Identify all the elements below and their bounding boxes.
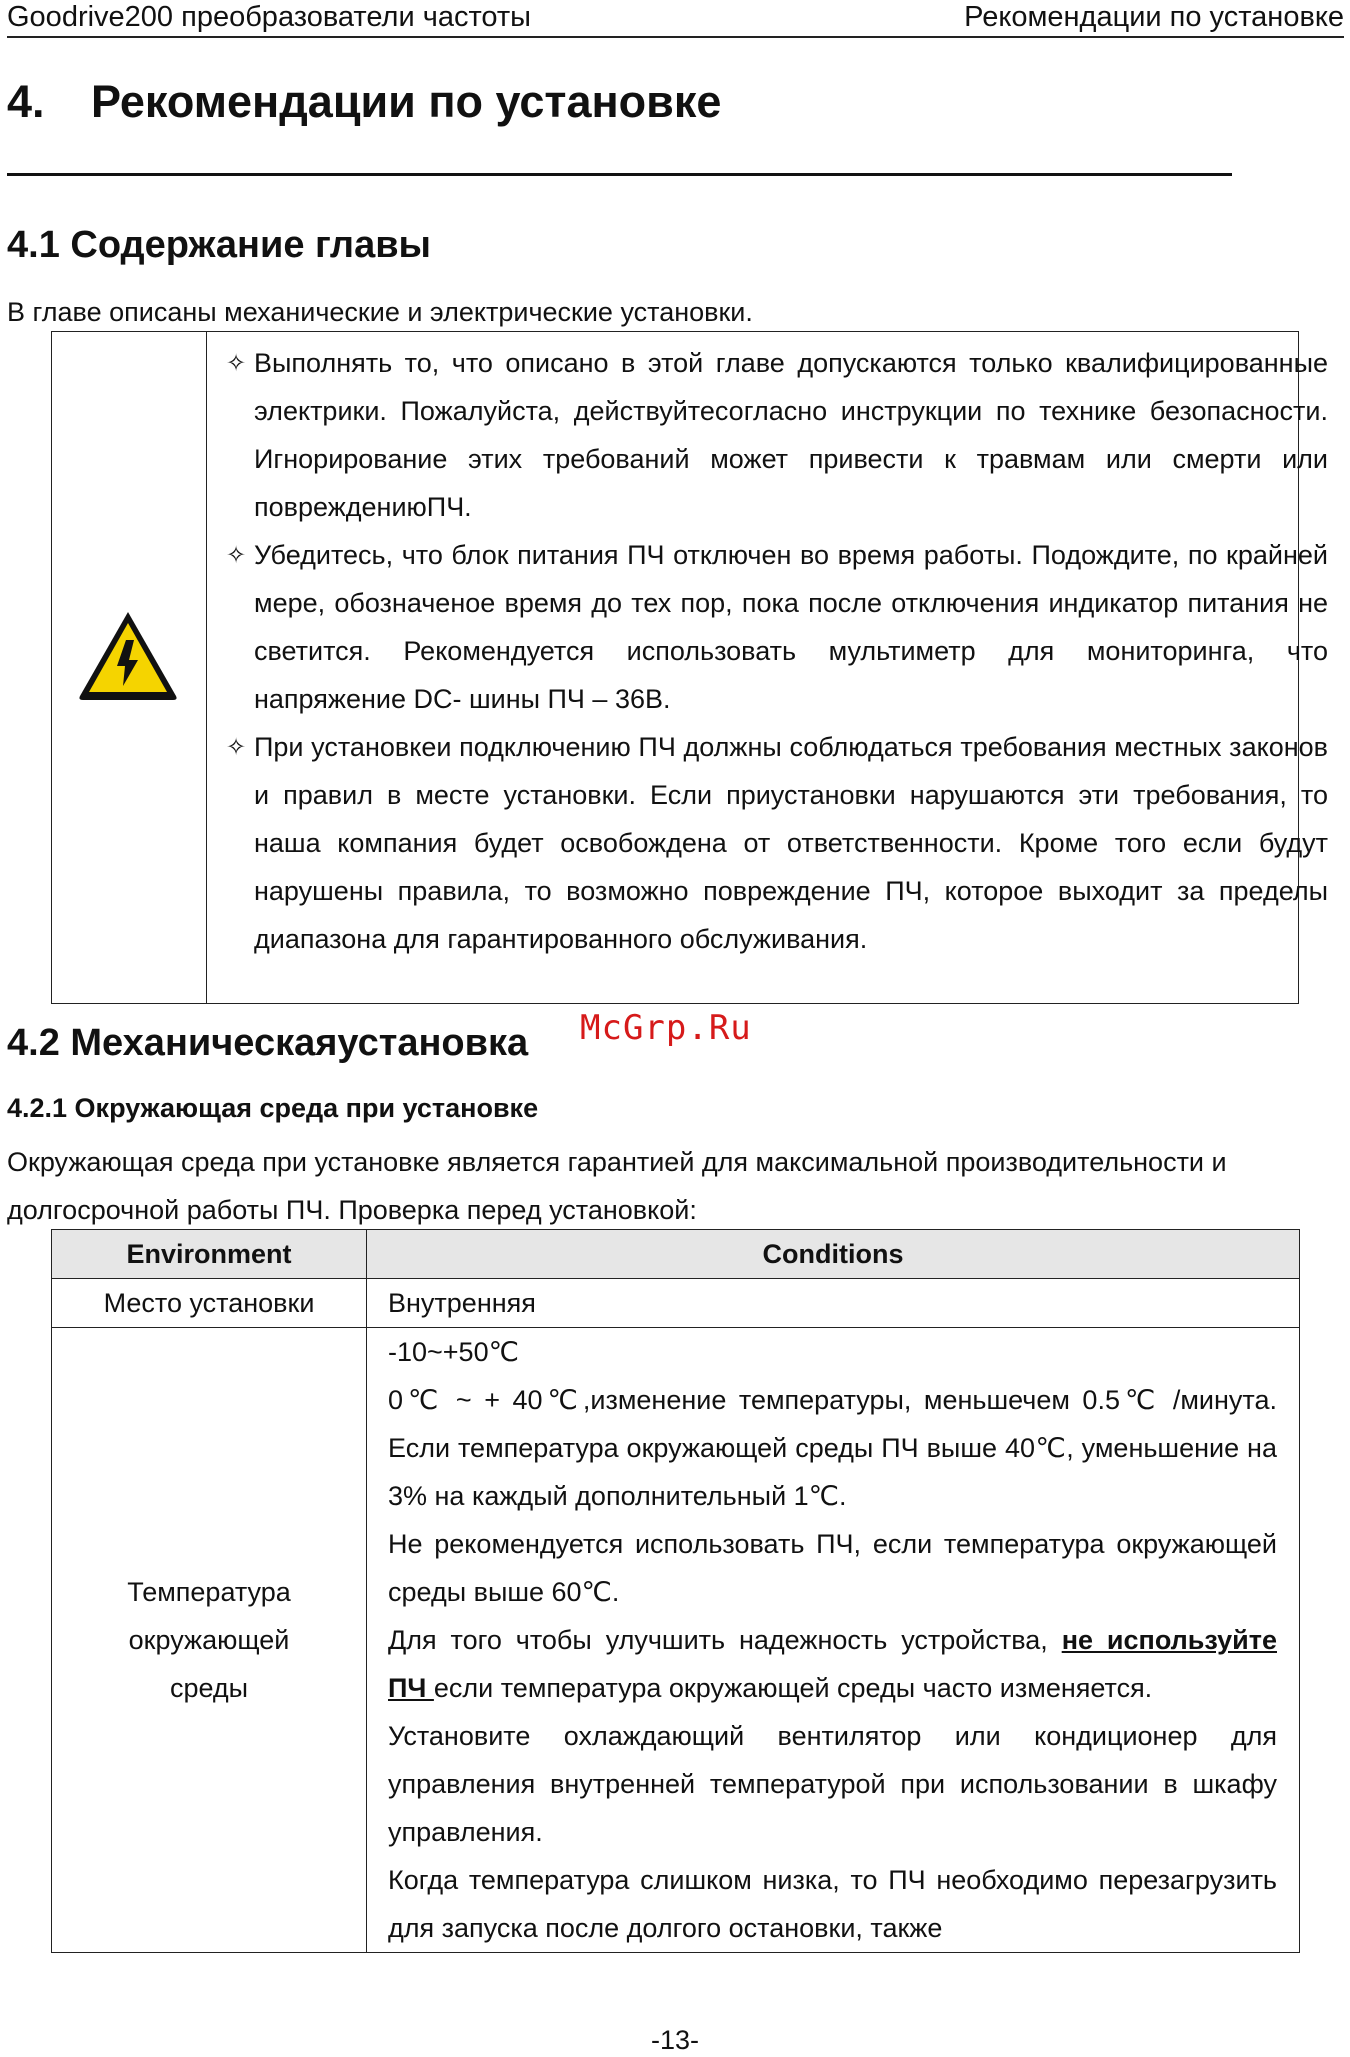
emphasis-text: не используйте ПЧ bbox=[388, 1625, 1277, 1703]
header-environment: Environment bbox=[52, 1230, 367, 1279]
watermark-text: McGrp.Ru bbox=[580, 1008, 752, 1048]
warning-list bbox=[226, 339, 1328, 963]
condition-line: 0℃ ~ + 40℃,изменение температуры, меньшечем 0.5℃ /минута. Если температура окружающей среды ПЧ выше 40℃, уменьшение на 3% на каждый дополнительный 1℃. bbox=[388, 1385, 1277, 1511]
page-number: -13- bbox=[650, 2025, 699, 2055]
warning-item: ✧ При установкеи подключению ПЧ должны соблюдаться требования местных законов и правил в месте установки. Если приустановки нарушаются эти требования, то наша компания будет освобождена от ответственности. Кроме того если будут нарушены правила, то возможно повреждение ПЧ, которое выходит за пределы диапазона для гарантированного обслуживания. bbox=[226, 723, 1328, 963]
table-row bbox=[52, 1279, 1300, 1328]
warning-item: ✧ Выполнять то, что описано в этой главе допускаются только квалифицированные электрики. Пожалуйста, действуйтесогласно инструкции по технике безопасности. Игнорирование этих требований может привести к травмам или смерти или повреждениюПЧ. bbox=[226, 339, 1328, 531]
cell-temperature-label: Температура окружающей среды bbox=[52, 1328, 367, 1953]
condition-line: Когда температура слишком низка, то ПЧ необходимо перезагрузить для запуска после долгого остановки, также bbox=[388, 1865, 1277, 1943]
condition-line-reliability: Для того чтобы улучшить надежность устройства, не используйте ПЧ если температура окружающей среды часто изменяется. bbox=[388, 1625, 1277, 1703]
header-divider bbox=[7, 36, 1344, 38]
header-conditions: Conditions bbox=[367, 1230, 1300, 1279]
warning-icon-cell bbox=[52, 332, 207, 1003]
header-right: Рекомендации по установке bbox=[964, 1, 1344, 33]
warning-box bbox=[51, 331, 1328, 1004]
chapter-title-text: Рекомендации по установке bbox=[91, 76, 722, 127]
bullet-star-icon: ✧ bbox=[226, 541, 247, 569]
condition-line: Установите охлаждающий вентилятор или кондиционер для управления внутренней температурой при использовании в шкафу управления. bbox=[388, 1721, 1277, 1847]
section-4-2-title: 4.2 Механическаяустановка bbox=[7, 1022, 529, 1064]
chapter-divider bbox=[7, 173, 1232, 176]
condition-line: Не рекомендуется использовать ПЧ, если температура окружающей среды выше 60℃. bbox=[388, 1529, 1277, 1607]
high-voltage-warning-icon bbox=[76, 608, 180, 702]
bullet-star-icon: ✧ bbox=[226, 733, 247, 761]
section-4-2-1-intro: Окружающая среда при установке является гарантией для максимальной производительности и долгосрочной работы ПЧ. Проверка перед установкой: bbox=[7, 1147, 1227, 1225]
table-header-row bbox=[52, 1230, 1300, 1279]
bullet-star-icon: ✧ bbox=[226, 349, 247, 377]
table-row bbox=[52, 1328, 1300, 1953]
section-4-2-1-title: 4.2.1 Окружающая среда при установке bbox=[7, 1093, 539, 1123]
cell-place-label: Место установки bbox=[52, 1279, 367, 1328]
chapter-title bbox=[7, 74, 721, 130]
cell-temperature-conditions bbox=[367, 1328, 1300, 1953]
cell-place-value: Внутренняя bbox=[367, 1279, 1300, 1328]
section-4-1-title: 4.1 Содержание главы bbox=[7, 224, 432, 266]
warning-item: ✧ Убедитесь, что блок питания ПЧ отключен во время работы. Подождите, по крайней мере, обозначеное время до тех пор, пока после отключения индикатор питания не светится. Рекомендуется использовать мультиметр для мониторинга, что напряжение DC- шины ПЧ – 36В. bbox=[226, 531, 1328, 723]
environment-table bbox=[51, 1229, 1300, 1953]
condition-line: -10~+50℃ bbox=[388, 1337, 519, 1367]
section-4-1-intro: В главе описаны механические и электрические установки. bbox=[7, 297, 753, 327]
chapter-number: 4. bbox=[7, 76, 45, 127]
header-left: Goodrive200 преобразователи частоты bbox=[7, 1, 532, 33]
